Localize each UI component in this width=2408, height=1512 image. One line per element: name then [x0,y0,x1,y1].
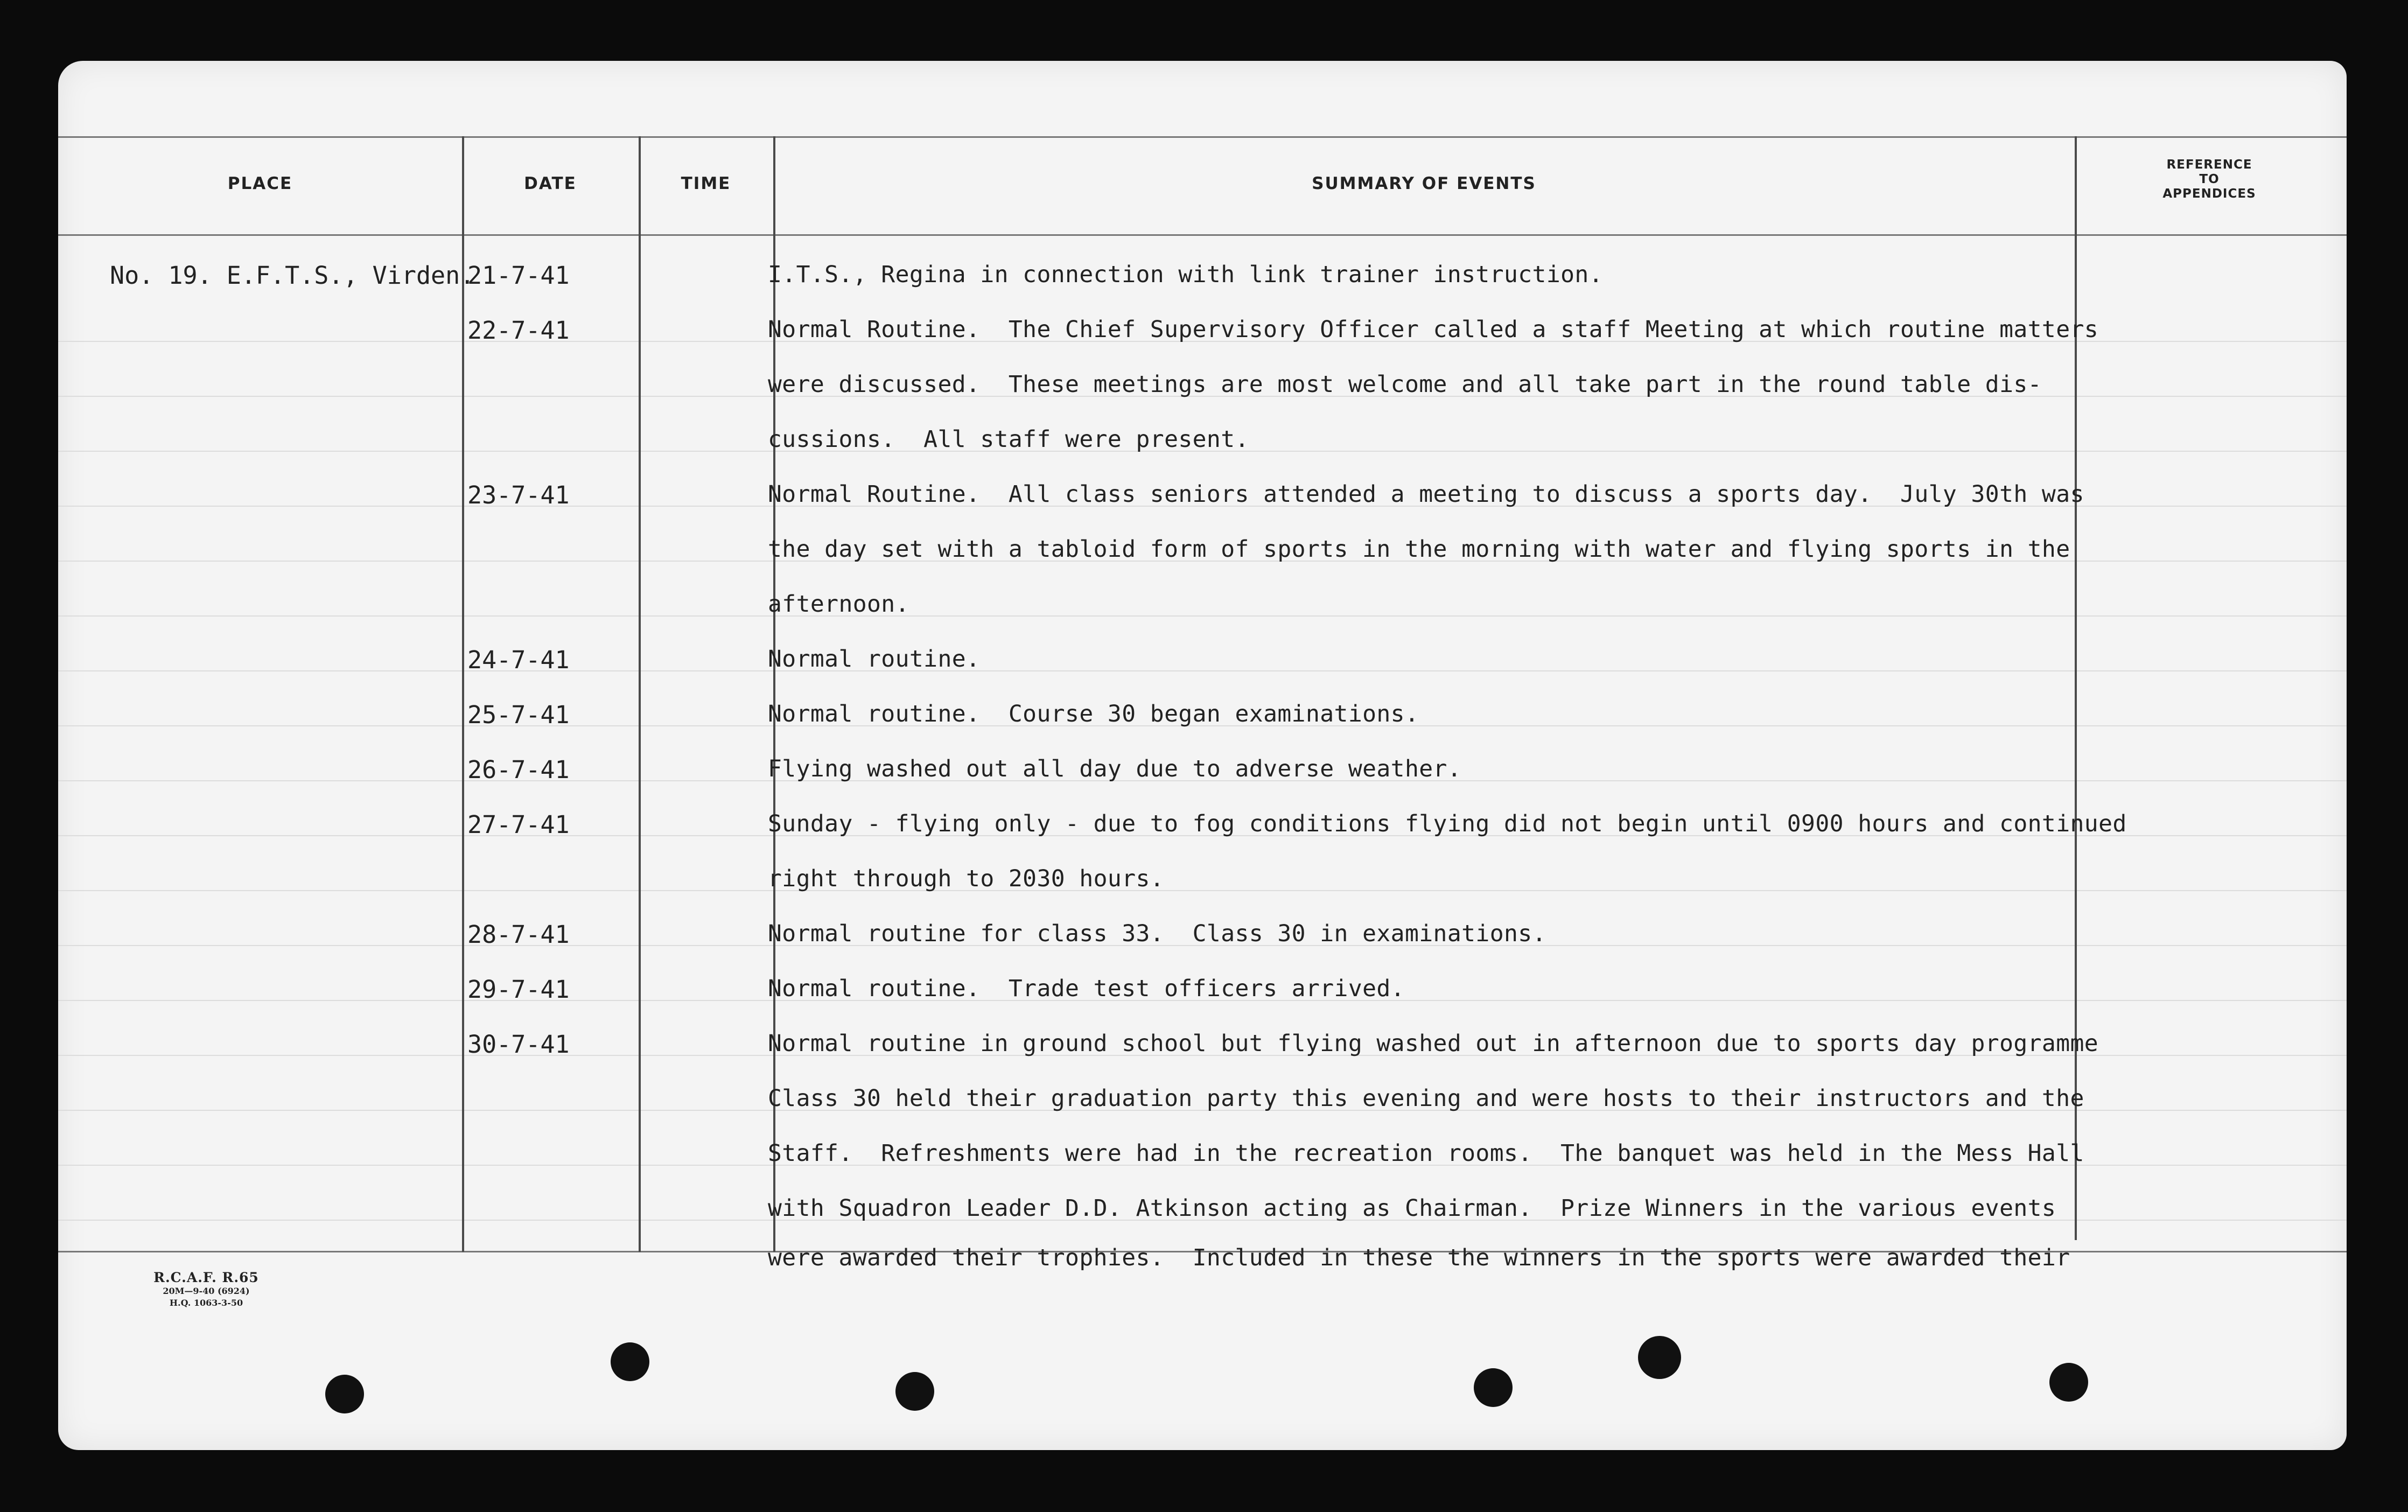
entry-date: 24-7-41 [467,646,570,674]
entry-date: 22-7-41 [467,316,570,345]
summary-line: afternoon. [768,591,909,618]
form-number: R.C.A.F. R.65 [153,1270,259,1285]
form-print-line: 20M—9-40 (6924) [163,1286,250,1296]
summary-line: Staff. Refreshments were had in the recreation rooms. The banquet was held in the Mess Hall [768,1140,2084,1167]
header-reference-line: TO [2199,172,2220,186]
punch-hole [2049,1363,2088,1402]
entry-date: 21-7-41 [467,261,570,290]
column-divider-place-date [462,136,464,1252]
summary-line: I.T.S., Regina in connection with link trainer instruction. [768,261,1604,288]
summary-line: Sunday - flying only - due to fog conditions flying did not begin until 0900 hours and continued [768,810,2127,837]
entry-date: 30-7-41 [467,1030,570,1059]
summary-line: Normal routine for class 33. Class 30 in examinations. [768,920,1546,947]
summary-line: Class 30 held their graduation party this evening and were hosts to their instructors and the [768,1085,2084,1112]
header-reference [2080,158,2339,201]
header-place: PLACE [227,174,293,193]
rule [58,890,2347,891]
punch-hole [325,1375,364,1413]
header-bottom-rule [58,234,2347,236]
summary-line: Normal Routine. All class seniors attended a meeting to discuss a sports day. July 30th was [768,481,2084,508]
entry-date: 27-7-41 [467,810,570,839]
form-print-line: H.Q. 1063-3-50 [169,1298,243,1308]
summary-line: right through to 2030 hours. [768,865,1165,892]
diary-sheet [58,61,2347,1450]
summary-line: were awarded their trophies. Included in these the winners in the sports were awarded their [768,1244,2070,1271]
summary-line: Normal routine. [768,646,981,673]
punch-hole [1638,1336,1681,1379]
header-date: DATE [524,174,577,193]
header-reference-line: REFERENCE [2166,158,2252,172]
rule [58,615,2347,617]
summary-line: cussions. All staff were present. [768,426,1249,453]
summary-line: the day set with a tabloid form of sports in the morning with water and flying sports in the [768,536,2070,563]
punch-hole [895,1372,934,1411]
summary-line: Normal routine in ground school but flying washed out in afternoon due to sports day programme [768,1030,2099,1057]
summary-line: Flying washed out all day due to adverse weather. [768,755,1462,782]
entry-date: 23-7-41 [467,481,570,509]
header-top-rule [58,136,2347,138]
header-reference-line: APPENDICES [2162,187,2256,201]
place-entry: No. 19. E.F.T.S., Virden. [110,261,475,290]
summary-line: Normal Routine. The Chief Supervisory Officer called a staff Meeting at which routine matters [768,316,2099,343]
entry-date: 29-7-41 [467,975,570,1004]
form-number-block [117,1270,295,1309]
punch-hole [611,1342,649,1381]
column-divider-summary-reference [2075,136,2077,1240]
entry-date: 26-7-41 [467,755,570,784]
summary-line: were discussed. These meetings are most welcome and all take part in the round table dis- [768,371,2042,398]
summary-line: with Squadron Leader D.D. Atkinson acting as Chairman. Prize Winners in the various events [768,1195,2056,1222]
entry-date: 28-7-41 [467,920,570,949]
header-time: TIME [681,174,731,193]
summary-line: Normal routine. Course 30 began examinations. [768,701,1419,727]
column-divider-date-time [639,136,641,1252]
punch-hole [1474,1368,1513,1407]
entry-date: 25-7-41 [467,701,570,729]
header-summary: SUMMARY OF EVENTS [1312,174,1536,193]
rule [58,670,2347,671]
summary-line: Normal routine. Trade test officers arrived. [768,975,1405,1002]
